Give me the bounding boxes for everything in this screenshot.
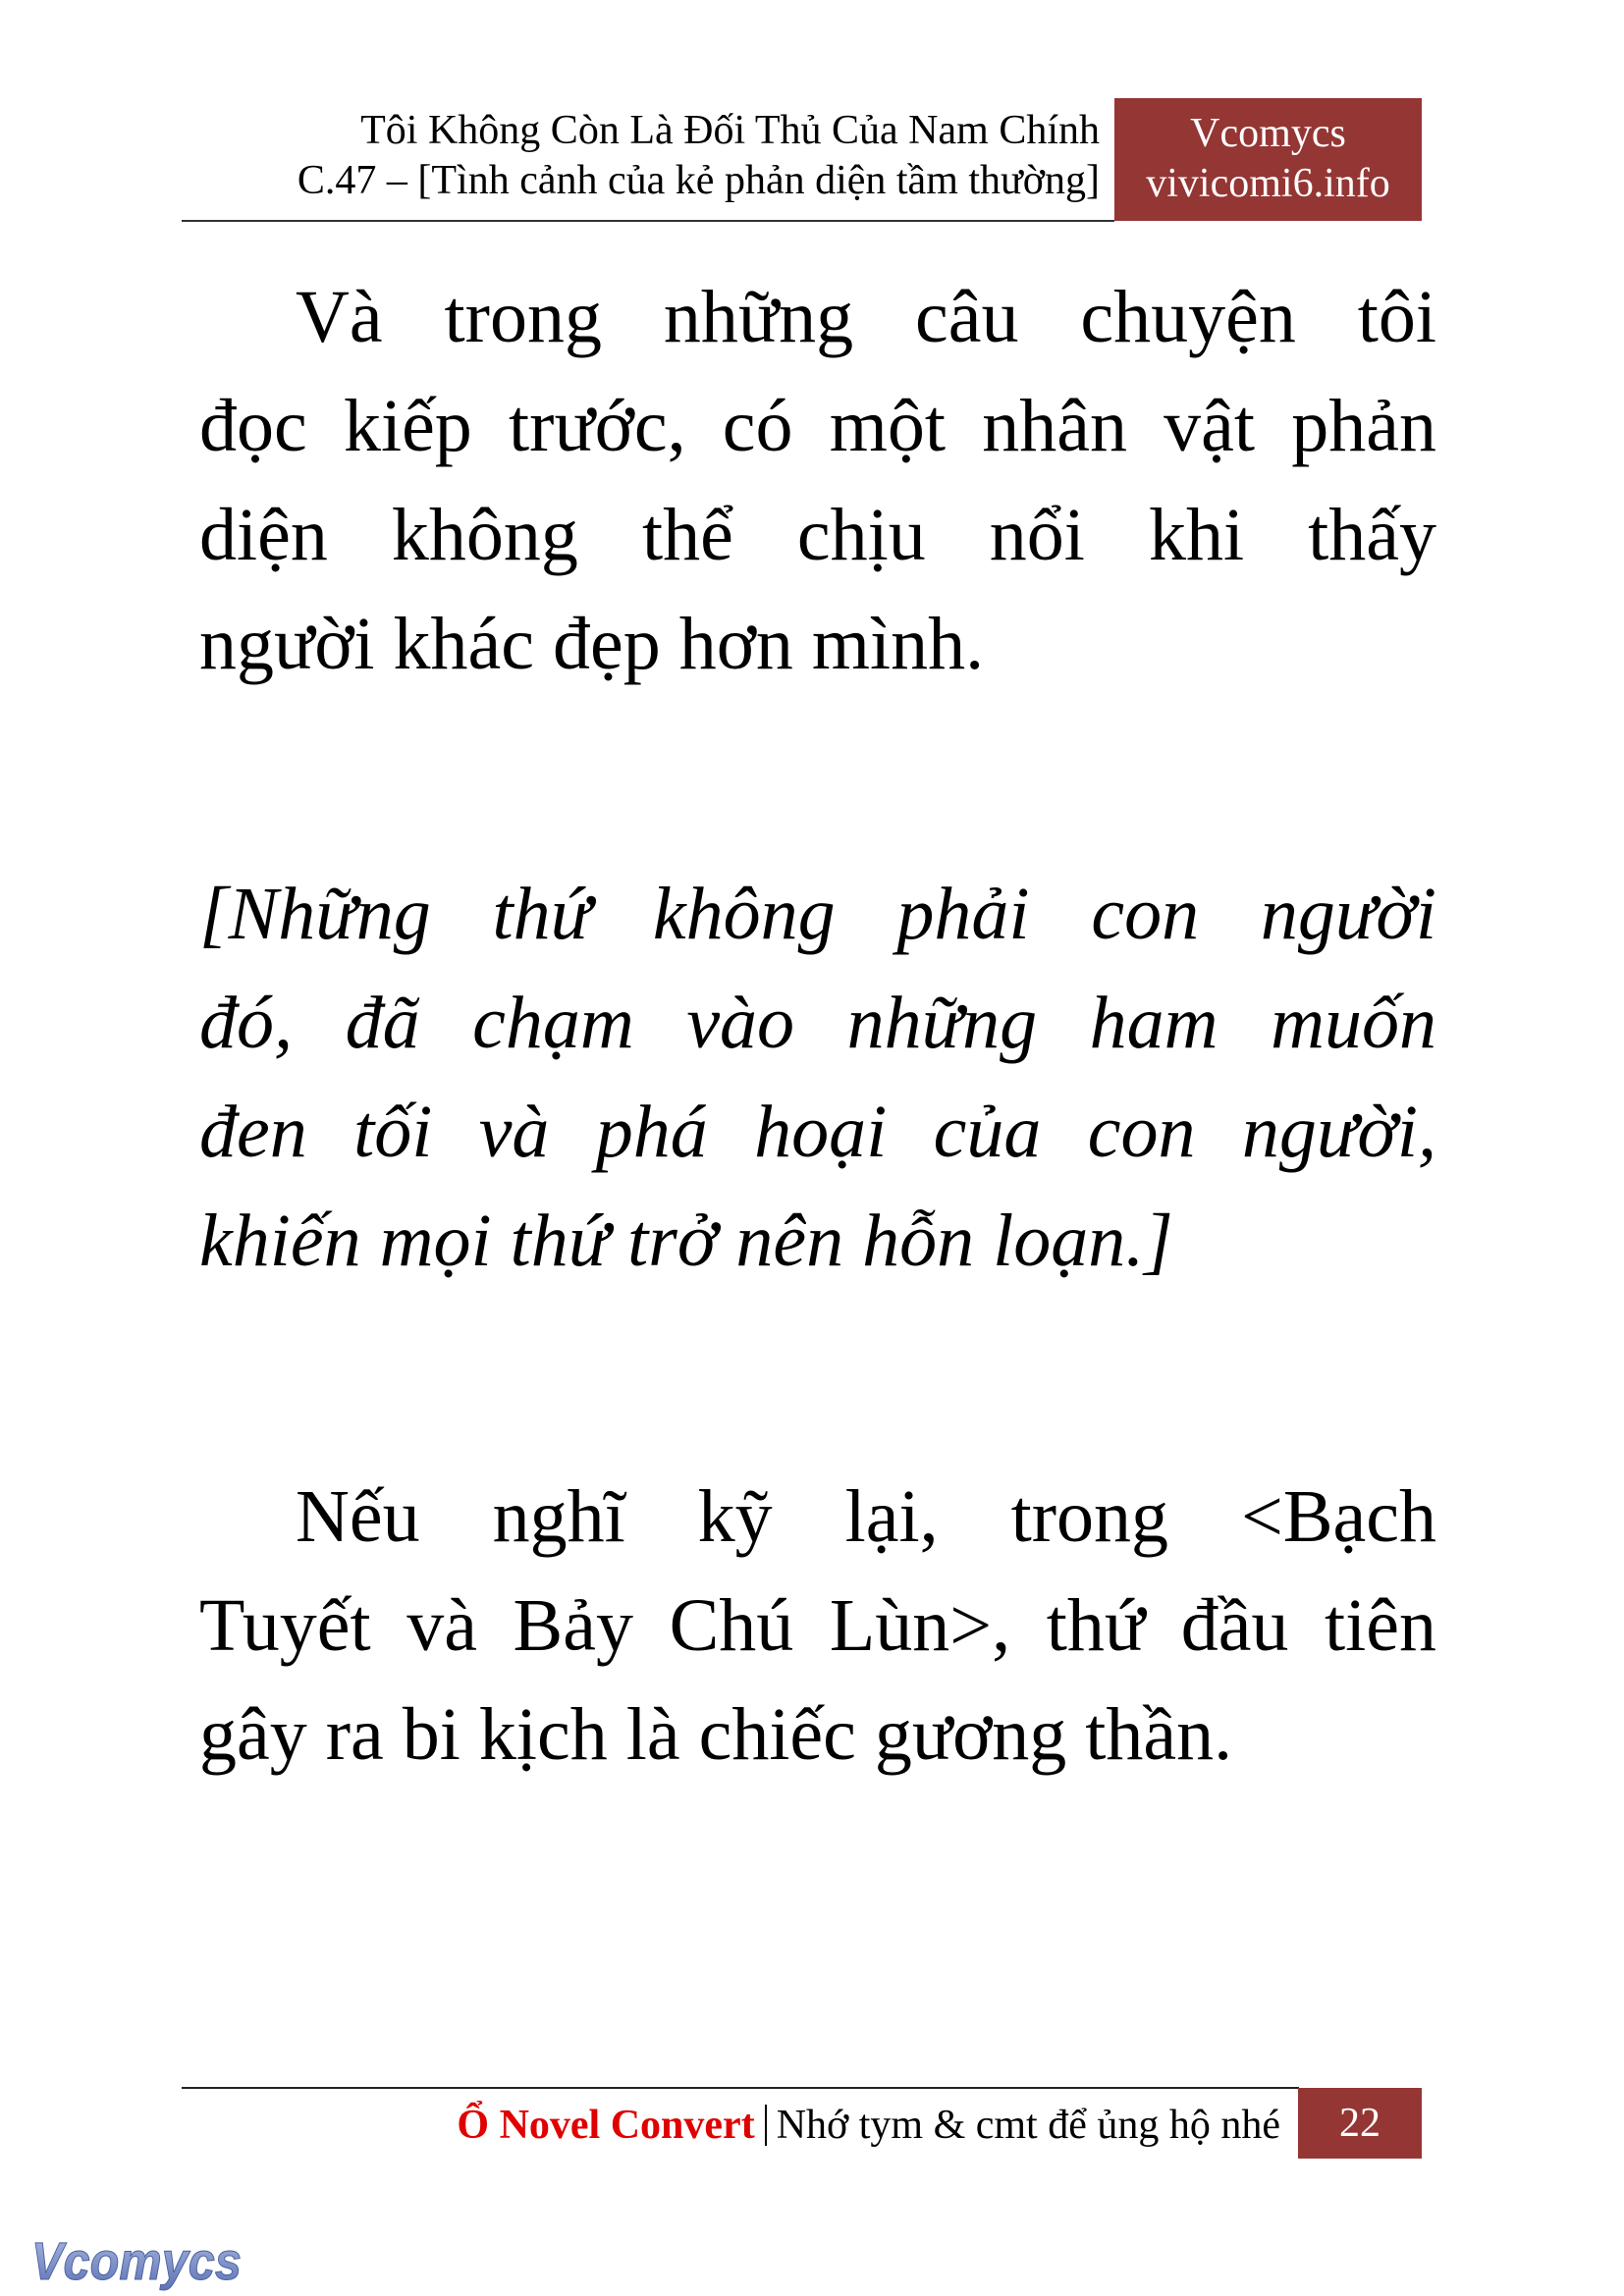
site-badge xyxy=(1114,98,1422,221)
text-line: người khác đẹp hơn mình. xyxy=(199,603,985,685)
text-line: Nếu nghĩ kỹ lại, trong <Bạch xyxy=(296,1475,1436,1558)
page-number: 22 xyxy=(1298,2088,1422,2159)
text-line: diện không thể chịu nổi khi thấy xyxy=(199,494,1436,576)
text-line: [Những thứ không phải con người xyxy=(199,873,1436,955)
header-divider xyxy=(182,220,1114,222)
footer-divider xyxy=(182,2087,1299,2089)
running-footer xyxy=(457,2101,1280,2150)
vcomycs-watermark-logo xyxy=(29,2228,245,2296)
chapter-title: C.47 – [Tình cảnh của kẻ phản diện tầm thường] xyxy=(297,158,1100,203)
text-line: đọc kiếp trước, có một nhân vật phản xyxy=(199,385,1436,467)
text-line: Tuyết và Bảy Chú Lùn>, thứ đầu tiên xyxy=(199,1584,1436,1667)
paragraph-3 xyxy=(199,1463,1436,1789)
footer-message: Nhớ tym & cmt để ủng hộ nhé xyxy=(776,2103,1280,2148)
text-line: đen tối và phá hoại của con người, xyxy=(199,1091,1436,1173)
paragraph-1 xyxy=(199,263,1436,699)
site-url: vivicomi6.info xyxy=(1146,161,1390,206)
text-line: khiến mọi thứ trở nên hỗn loạn.] xyxy=(199,1200,1173,1282)
book-title: Tôi Không Còn Là Đối Thủ Của Nam Chính xyxy=(360,108,1100,153)
paragraph-2-italic xyxy=(199,860,1436,1296)
footer-separator xyxy=(765,2105,767,2146)
text-line: đó, đã chạm vào những ham muốn xyxy=(199,982,1436,1064)
text-line: gây ra bi kịch là chiếc gương thần. xyxy=(199,1693,1233,1776)
site-name: Vcomycs xyxy=(1190,111,1346,156)
footer-brand: Ổ Novel Convert xyxy=(457,2103,755,2148)
svg-text:Vcomycs: Vcomycs xyxy=(31,2232,242,2291)
running-header xyxy=(298,106,1100,206)
text-line: Và trong những câu chuyện tôi xyxy=(296,276,1436,358)
